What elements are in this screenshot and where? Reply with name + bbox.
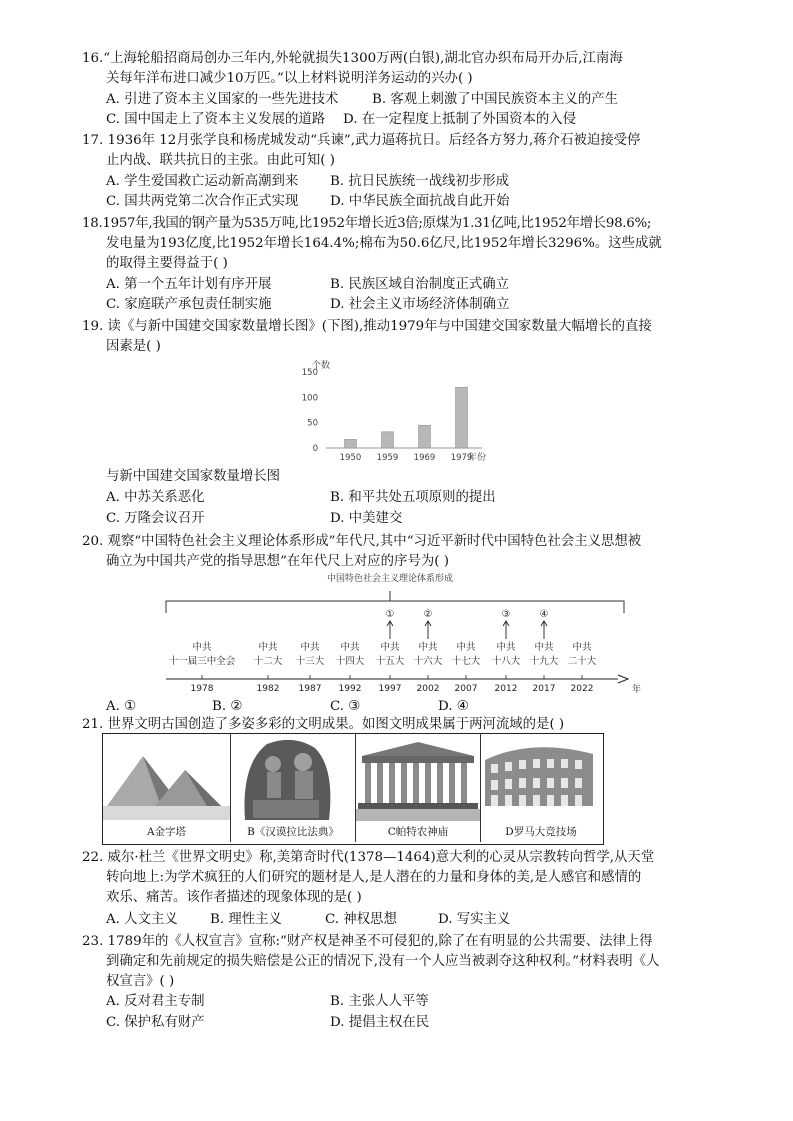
timeline-year: 2002	[416, 684, 440, 694]
pic-caption-a: A金字塔	[146, 826, 187, 838]
timeline-arrowhead	[618, 675, 628, 683]
q22-option-c: C. 神权思想	[325, 912, 397, 927]
congress-party-label: 中共	[192, 642, 212, 653]
colosseum-image	[481, 734, 601, 824]
q20-stem-line1: 20. 观察“中国特色社会主义理论体系形成”年代尺,其中“习近平新时代中国特色社会主义思想被	[82, 534, 642, 549]
timeline-year: 1978	[190, 684, 214, 694]
pic-caption-b: B《汉谟拉比法典》	[247, 826, 339, 838]
q22-option-b: B. 理性主义	[210, 912, 282, 927]
pyramids-image	[103, 734, 230, 824]
timeline-marker-2: ②	[423, 609, 433, 620]
q20-option-b: B. ②	[212, 699, 243, 714]
timeline-bracket	[166, 591, 624, 613]
pic-colosseum	[481, 734, 601, 842]
congress-party-label: 中共	[418, 642, 438, 653]
q18-stem-line2: 发电量为193亿度,比1952年增长164.4%;棉布为50.6亿尺,比1952年增长3296%。这些成就	[106, 236, 662, 251]
timeline-year: 2022	[570, 684, 594, 694]
q23-stem-line1: 23. 1789年的《人权宣言》宣称:“财产权是神圣不可侵犯的,除了在有明显的公共需要、法律上得	[82, 934, 653, 949]
q16-option-d: D. 在一定程度上抵制了外国资本的入侵	[343, 112, 577, 127]
congress-party-label: 中共	[258, 642, 278, 653]
congress-label: 十八大	[491, 656, 521, 667]
congress-label: 二十大	[567, 656, 597, 667]
q18-option-c: C. 家庭联产承包责任制实施	[106, 297, 272, 312]
congress-party-label: 中共	[496, 642, 516, 653]
q16-option-b: B. 客观上刺激了中国民族资本主义的产生	[372, 92, 618, 107]
bar-1969	[419, 425, 431, 448]
diplomatic-relations-bar-chart	[290, 356, 490, 464]
q17-option-b: B. 抗日民族统一战线初步形成	[330, 174, 510, 189]
q23-stem-line3: 权宣言》( )	[106, 974, 175, 989]
q19-stem-line1: 19. 读《与新中国建交国家数量增长图》(下图),推动1979年与中国建交国家数量大幅增长的直接	[82, 319, 652, 334]
timeline-year: 2012	[494, 684, 518, 694]
q16-stem-line2: 关每年洋布进口减少10万匹。”以上材料说明洋务运动的兴办( )	[106, 71, 473, 86]
q19-option-d: D. 中美建交	[330, 511, 403, 526]
congress-party-label: 中共	[340, 642, 360, 653]
congress-party-label: 中共	[572, 642, 592, 653]
hammurabi-stele-image	[231, 734, 355, 824]
timeline-year: 1997	[378, 684, 402, 694]
timeline-year: 2007	[454, 684, 478, 694]
up-arrow-icon	[503, 621, 509, 639]
q23-option-a: A. 反对君主专制	[106, 994, 205, 1009]
q19-option-a: A. 中苏关系恶化	[106, 490, 205, 505]
congress-party-label: 中共	[380, 642, 400, 653]
q22-stem-line1: 22. 威尔·杜兰《世界文明史》称,美第奇时代(1378—1464)意大利的心灵从宗教转向哲学,从天堂	[82, 850, 655, 865]
parthenon-image	[356, 734, 480, 824]
y-axis-label: 个数	[312, 361, 331, 371]
congress-label: 十七大	[451, 656, 481, 667]
q19-stem-line2: 因素是( )	[106, 339, 161, 354]
q23-option-d: D. 提倡主权在民	[330, 1015, 430, 1030]
q17-stem-line2: 止内战、联共抗日的主张。由此可知( )	[106, 153, 335, 168]
q23-option-c: C. 保护私有财产	[106, 1015, 205, 1030]
q19-option-b: B. 和平共处五项原则的提出	[330, 490, 496, 505]
up-arrow-icon	[387, 621, 393, 639]
q17-option-c: C. 国共两党第二次合作正式实现	[106, 194, 299, 209]
congress-label: 十四大	[335, 656, 365, 667]
pic-caption-d: D罗马大竞技场	[505, 826, 577, 838]
q22-stem-line2: 转向地上:为学术疯狂的人们研究的题材是人,是人潜在的力量和身体的美,是人感官和感情的	[106, 870, 642, 885]
q18-option-d: D. 社会主义市场经济体制确立	[330, 297, 510, 312]
q22-option-a: A. 人文主义	[106, 912, 178, 927]
congress-party-label: 中共	[534, 642, 554, 653]
q18-stem-line1: 18.1957年,我国的钢产量为535万吨,比1952年增长近3倍;原煤为1.31亿吨,比1952年增长98.6%;	[82, 216, 652, 231]
theory-system-timeline	[150, 571, 650, 695]
q22-option-d: D. 写实主义	[438, 912, 511, 927]
timeline-title: 中国特色社会主义理论体系形成	[326, 574, 454, 584]
bar-1959	[382, 432, 394, 448]
timeline-marker-1: ①	[385, 609, 395, 620]
q20-stem-line2: 确立为中国共产党的指导思想”在年代尺上对应的序号为( )	[106, 554, 449, 569]
timeline-year: 1987	[298, 684, 322, 694]
q17-option-a: A. 学生爱国救亡运动新高潮到来	[106, 174, 299, 189]
x-tick-label: 1950	[339, 453, 362, 463]
congress-label: 十三大	[295, 656, 325, 667]
bar-1979	[456, 387, 468, 448]
q18-stem-line3: 的取得主要得益于( )	[106, 256, 228, 271]
q19-chart-caption: 与新中国建交国家数量增长图	[106, 469, 281, 484]
timeline-year: 1992	[338, 684, 362, 694]
congress-party-label: 中共	[456, 642, 476, 653]
congress-party-label: 中共	[300, 642, 320, 653]
x-axis-label: 年份	[468, 453, 487, 463]
up-arrow-icon	[425, 621, 431, 639]
q17-option-d: D. 中华民族全面抗战自此开始	[330, 194, 510, 209]
timeline-unit: 年	[632, 685, 642, 695]
q20-option-d: D. ④	[438, 699, 469, 714]
q21-stem: 21. 世界文明古国创造了多姿多彩的文明成果。如图文明成果属于两河流域的是( )	[82, 717, 565, 732]
pic-parthenon	[356, 734, 481, 842]
up-arrow-icon	[541, 621, 547, 639]
q16-stem-line1: 16.“上海轮船招商局创办三年内,外轮就损失1300万两(白银),湖北官办织布局开办后,江南海	[82, 51, 623, 66]
congress-label: 十二大	[253, 656, 283, 667]
q19-option-c: C. 万隆会议召开	[106, 511, 205, 526]
y-tick-label: 100	[301, 393, 318, 404]
timeline-year: 1982	[256, 684, 280, 694]
timeline-marker-4: ④	[539, 609, 549, 620]
pic-caption-c: C帕特农神庙	[387, 826, 449, 838]
y-tick-label: 0	[312, 444, 318, 454]
y-tick-label: 50	[307, 418, 318, 429]
x-tick-label: 1959	[376, 453, 399, 463]
q18-option-a: A. 第一个五年计划有序开展	[106, 277, 272, 292]
congress-label: 十六大	[413, 656, 443, 667]
q20-option-a: A. ①	[106, 699, 137, 714]
x-tick-label: 1979	[450, 453, 473, 463]
timeline-marker-3: ③	[501, 609, 511, 620]
congress-label: 十一届三中全会	[168, 656, 236, 667]
q16-option-c: C. 国中国走上了资本主义发展的道路	[106, 112, 326, 127]
congress-label: 十九大	[529, 656, 559, 667]
pic-hammurabi	[231, 734, 356, 842]
bar-1950	[345, 439, 357, 448]
q20-option-c: C. ③	[330, 699, 361, 714]
q23-option-b: B. 主张人人平等	[330, 994, 429, 1009]
pic-pyramids	[103, 734, 231, 842]
q18-option-b: B. 民族区域自治制度正式确立	[330, 277, 510, 292]
q16-option-a: A. 引进了资本主义国家的一些先进技术	[106, 92, 339, 107]
timeline-year: 2017	[532, 684, 556, 694]
q17-stem-line1: 17. 1936年 12月张学良和杨虎城发动“兵谏”,武力逼蒋抗日。后经各方努力,蒋介石被迫接受停	[82, 133, 641, 148]
x-tick-label: 1969	[413, 453, 436, 463]
q22-stem-line3: 欢乐、痛苦。该作者描述的现象体现的是( )	[106, 890, 362, 905]
y-tick-label: 150	[301, 368, 318, 378]
congress-label: 十五大	[375, 656, 405, 667]
q23-stem-line2: 到确定和先前规定的损失赔偿是公正的情况下,没有一个人应当被剥夺这种权利。”材料表明《人	[106, 954, 660, 969]
